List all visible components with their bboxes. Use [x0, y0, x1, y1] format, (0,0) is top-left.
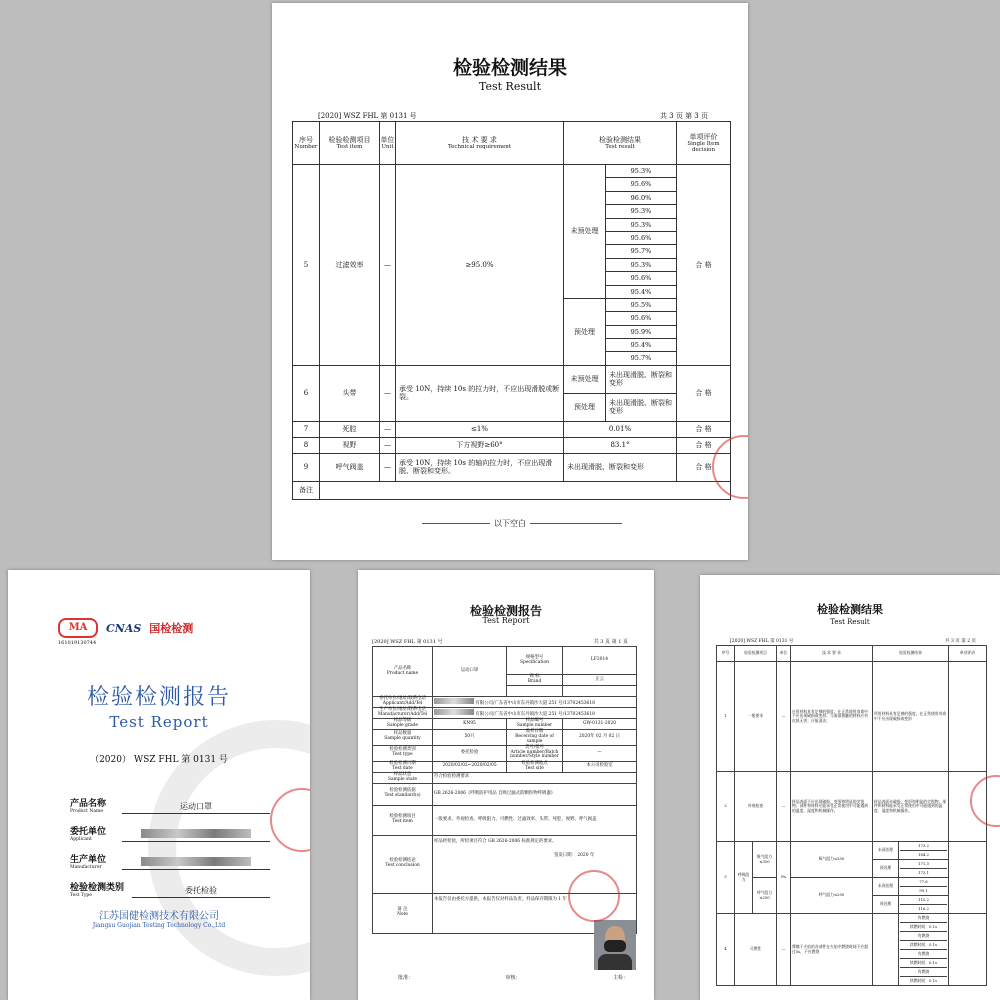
header-res: 检验检测结果: [599, 135, 641, 144]
cell-no: 8: [293, 437, 320, 453]
cell-no: 2: [717, 772, 735, 842]
table-row-1: 1 一般要求 — 应用材料具有足够的强度，在正常使用寿命中不应出现破损或变形；与面部接触的材料应对皮肤无害；应能清洁； 所用材料具有足够的强度，在正常使用寿命中不应出现破损或变形: [717, 662, 987, 772]
flammability-value: 有燃烧: [900, 968, 947, 977]
table-row-4: 4 可燃性 — 摩擦于火焰的各部件在火焰中燃烧时间不应超过5s，不应燃烧 有燃烧 续燃时间：0.1s 有燃烧 续燃时间：0.1s 有燃烧 续燃时间：0.1s 有燃烧 续燃时间：0.1s: [717, 914, 987, 986]
cell-item: 过滤效率: [320, 165, 380, 366]
label-en: Sample number: [516, 723, 553, 728]
page-count: 共 3 页 第 2 页: [945, 639, 976, 644]
resistance-value: 173.2: [900, 842, 947, 851]
filtration-value: 95.3%: [606, 205, 676, 218]
table-row: [373, 697, 637, 708]
cell-unit: —: [380, 453, 396, 481]
value: 运动口罩: [433, 647, 507, 697]
table-row-remark: [293, 481, 731, 499]
label: 货号/批号: [524, 744, 545, 750]
value: 2020/02/02~2020/02/05: [433, 761, 507, 772]
label-en: Manufacturer/Add/Tel: [377, 712, 428, 717]
cell-sub-item: 呼气阻力≤250: [753, 878, 777, 914]
cell-result: 83.1°: [564, 437, 677, 453]
table-row-6: [293, 365, 731, 393]
header-dec: 单项评价: [949, 646, 987, 662]
resistance-value: 173.1: [918, 870, 929, 875]
table-row: [373, 805, 637, 835]
cell-req: ≥95.0%: [396, 165, 564, 366]
label: 检验检测依据: [389, 788, 416, 794]
result-table: [716, 645, 987, 986]
table-header: [293, 122, 731, 165]
field-applicant: [70, 824, 270, 842]
cell-no: 5: [293, 165, 320, 366]
cell-no: 4: [717, 914, 735, 986]
cell-unit: Pa: [777, 842, 791, 914]
label-en: Brand: [527, 679, 542, 684]
filtration-value: 95.7%: [630, 354, 652, 363]
value-product: 运动口罩: [122, 801, 270, 814]
filtration-value: 95.6%: [606, 272, 676, 285]
flammability-value: 有燃烧: [900, 932, 947, 941]
filtration-value: 95.9%: [606, 326, 676, 339]
values: [899, 842, 949, 860]
values: [899, 878, 949, 896]
cell-result: 0.01%: [564, 421, 677, 437]
label: 收样日期: [525, 729, 544, 734]
cover-subtitle: Test Report: [109, 713, 209, 731]
issue-date: 签发日期： 2020 年: [554, 853, 595, 859]
value: GB 2626-2006《呼吸防护用品 自吸过滤式防颗粒物呼吸器》: [433, 783, 637, 805]
page-subtitle: Test Result: [478, 80, 541, 93]
label-en: Specification: [520, 659, 549, 665]
label-test-type-en: Test Type: [70, 893, 92, 898]
flammability-value: 续燃时间：0.1s: [910, 978, 937, 983]
cell-item: 死腔: [320, 421, 380, 437]
filtration-value: 95.4%: [606, 339, 676, 352]
report-number: [2020] WSZ FHL 第 0131 号: [730, 639, 794, 644]
resistance-value: 77.6: [900, 878, 947, 887]
cell-dec: 合 格: [677, 453, 731, 481]
label-en: Sample grade: [387, 723, 418, 728]
page-subtitle: Test Result: [830, 618, 870, 626]
ma-number: 161019130744: [58, 640, 97, 646]
table-row: [373, 745, 637, 761]
cell-no: 6: [293, 365, 320, 421]
filtration-value: 95.3%: [606, 259, 676, 272]
cell-dec: 合 格: [677, 165, 731, 366]
flammability-value: 续燃时间：0.1s: [900, 959, 947, 968]
header-item-en: Test item: [336, 143, 363, 150]
label-en: Product name: [386, 670, 419, 676]
value: 有限公司/广东省中山市东丹镇沙大道 251 号/13702453618: [475, 700, 595, 706]
table-row-3c: [717, 878, 987, 896]
cover-report-number: （2020） WSZ FHL 第 0131 号: [90, 755, 228, 765]
value: 50只: [433, 730, 507, 746]
filtration-value: 95.3%: [606, 219, 676, 232]
header-unit: 单位: [777, 646, 791, 662]
value: 委托检验: [433, 745, 507, 761]
header-no-en: Number: [294, 143, 318, 150]
flammability-value: 续燃时间：0.1s: [900, 941, 947, 950]
flammability-value: 有燃烧: [900, 950, 947, 959]
header-req-en: Technical requirement: [447, 143, 512, 150]
cell-unit: —: [380, 165, 396, 366]
redacted-applicant: [434, 698, 474, 704]
label: 检验检测结论: [389, 858, 416, 864]
values: [899, 914, 949, 986]
table-row-5: [293, 165, 731, 299]
value: KN95: [433, 719, 507, 730]
table-row: [373, 772, 637, 783]
redacted-applicant: [141, 829, 251, 838]
table-row: [373, 708, 637, 719]
label-en: Article number/Batch number/Style number: [510, 749, 559, 760]
cell-pre1-label: 预处理: [564, 393, 606, 421]
table-header: [717, 646, 987, 662]
value: 正云: [563, 675, 637, 686]
pre1-values: [606, 299, 676, 365]
label-product: 产品名称: [70, 799, 107, 809]
field-test-type: [70, 880, 270, 898]
cell-remark-label: 备注: [293, 481, 320, 499]
label-en: Test item: [392, 819, 413, 825]
value: 一般要求、外观检查、呼吸阻力、可燃性、过滤效率、头带、死腔、视野、呼气阀盖: [433, 805, 637, 835]
cell-result: 未出现滑脱、断裂和变形: [606, 393, 677, 421]
report-number: [2020] WSZ FHL 第 0131 号: [372, 639, 443, 645]
filtration-value: 95.7%: [606, 245, 676, 258]
cell-req: 样品表面不应出现破损、变形和明显的尖锐物，部件和材料应能承受正常使用中可能遇到的温度、湿度和机械操作。: [791, 772, 873, 842]
cell-no: 9: [293, 453, 320, 481]
label-manufacturer-en: Manufacturer: [70, 865, 102, 870]
header-req: 技 术 要 求: [791, 646, 873, 662]
cell-result: 未出现滑脱、断裂和变形: [606, 365, 677, 393]
cell-pre0-label: 未预处理: [564, 365, 606, 393]
table-row-2: 2 外观检查 — 样品表面不应出现破损、变形和明显的尖锐物，部件和材料应能承受正常使用中可能遇到的温度、湿度和机械操作。 样品表面未破损，变形和明显的尖锐物；部件和材料能承受正常使用中可能遇到的温度、湿度和机械操作。: [717, 772, 987, 842]
report-page-1: [358, 570, 654, 1000]
ma-logo-icon: MA: [58, 618, 98, 638]
cell-req: 下方视野≥60°: [396, 437, 564, 453]
header-no: 序号: [299, 135, 313, 144]
label-applicant: 委托单位: [70, 827, 107, 837]
cell-item: 头带: [320, 365, 380, 421]
filtration-value: 95.6%: [606, 232, 676, 245]
header-res-en: Test result: [605, 143, 635, 150]
cell-result: 样品表面未破损，变形和明显的尖锐物；部件和材料能承受正常使用中可能遇到的温度、湿度和机械操作。: [873, 772, 949, 842]
header-unit-en: Unit: [381, 143, 394, 150]
cell-no: 1: [717, 662, 735, 772]
label-en: Test date: [392, 765, 413, 771]
value-test-type: 委托检验: [132, 885, 270, 898]
header-dec: 单项评价: [689, 132, 718, 141]
cell-item: 可燃性: [735, 914, 777, 986]
filtration-value: 95.3%: [606, 165, 676, 178]
page-title: 检验检测报告: [469, 604, 542, 618]
redacted-manufacturer: [434, 709, 474, 715]
gj-logo-icon: 国检检测: [149, 622, 194, 635]
label: 检验检测地点: [521, 760, 548, 766]
cell-pre0-label: 未预处理: [564, 165, 606, 299]
header-no: 序号: [717, 646, 735, 662]
cell-dec: 合 格: [677, 365, 731, 421]
company-name: 江苏国健检测技术有限公司: [99, 911, 219, 922]
cnas-logo-icon: CNAS: [106, 621, 142, 635]
label-en: Test type: [392, 752, 413, 758]
cell-unit: —: [380, 437, 396, 453]
table-row: [373, 730, 637, 746]
signature-row: [398, 974, 628, 981]
cell-req: 应用材料具有足够的强度，在正常使用寿命中不应出现破损或变形；与面部接触的材料应对皮肤无害；应能清洁；: [791, 662, 873, 772]
label: 规格型号: [525, 654, 544, 660]
resistance-value: 116.2: [918, 906, 929, 911]
cell-item: 呼吸阻力: [735, 842, 753, 914]
filtration-value: 96.0%: [606, 192, 676, 205]
result-table: [292, 121, 731, 500]
resistance-value: 115.2: [900, 896, 947, 905]
label: 检验检测项目: [389, 814, 416, 820]
pre0-values: [606, 165, 676, 298]
label-en: Test site: [525, 765, 544, 771]
filtration-value: 95.6%: [606, 312, 676, 325]
value: 有限公司/广东省中山市东丹镇沙大道 251 号/13702453618: [475, 711, 595, 717]
cell-item: 外观检查: [735, 772, 777, 842]
redacted-manufacturer: [141, 857, 251, 866]
page-count: 共 3 页 第 1 页: [593, 639, 628, 645]
cell-req: 摩擦于火焰的各部件在火焰中燃烧时间不应超过5s，不应燃烧: [791, 914, 873, 986]
cell-sub-item: 吸气阻力≤350: [753, 842, 777, 878]
header-unit: 单位: [380, 135, 395, 144]
label-product-en: Product Name: [70, 809, 103, 814]
cell-result: 未出现滑脱、断裂和变形: [564, 453, 677, 481]
cell-req: ≤1%: [396, 421, 564, 437]
value: 2020年 02 月 02 日: [563, 730, 637, 746]
value: —: [563, 745, 637, 761]
cell-pre0: 未预处理: [873, 842, 899, 860]
table-row-3a: [717, 842, 987, 860]
accreditation-logos: [58, 618, 193, 638]
label-en: Test standard(s): [384, 793, 421, 799]
cover-title: 检验检测报告: [86, 685, 231, 710]
label: 商 标: [529, 674, 540, 680]
label: 样品等级: [393, 718, 412, 724]
report-cover: [8, 570, 310, 1000]
cell-item: 视野: [320, 437, 380, 453]
label: 检验检测类别: [389, 747, 416, 753]
table-row: [373, 647, 637, 675]
label-en: Sample quantity: [384, 736, 421, 742]
cell-no: 3: [717, 842, 735, 914]
cell-pre1: 预处理: [873, 896, 899, 914]
official-stamp: [568, 870, 620, 922]
field-manufacturer: [70, 852, 270, 870]
cell-dec: 合 格: [677, 437, 731, 453]
main-test-label: 主检：: [612, 975, 628, 981]
page-title: 检验检测结果: [452, 57, 567, 79]
label: 样品编号: [525, 718, 544, 724]
filtration-value: 95.4%: [630, 287, 652, 296]
label: 产品名称: [393, 665, 412, 671]
page-count: 共 3 页 第 3 页: [659, 112, 708, 120]
page-title: 检验检测结果: [817, 603, 883, 616]
label-en: Applicant/Add/Tel: [382, 701, 423, 706]
page-subtitle: Test Report: [482, 616, 530, 625]
cell-item: 呼气阀盖: [320, 453, 380, 481]
values: [899, 860, 949, 878]
cell-dec: 合 格: [677, 421, 731, 437]
resistance-value: 171.3: [900, 860, 947, 869]
header-res: 检验检测结果: [873, 646, 949, 662]
value: 本报告仅由委托方提供，本报告仅对样品负责。样品保存期限为 1 年: [433, 893, 637, 933]
result-page-2: [700, 575, 1000, 1000]
value: 本公司检验室: [563, 761, 637, 772]
mask-photo: [594, 920, 636, 970]
table-row-7: [293, 421, 731, 437]
label: 生产单位/地址/联系电话: [379, 707, 426, 713]
label: 样品数量: [393, 731, 412, 737]
label: 委托单位/地址/联系电话: [379, 696, 426, 702]
cell-pre0: 未预处理: [873, 878, 899, 896]
result-page-3: [272, 3, 748, 560]
value: 符合检验检测要求: [433, 772, 637, 783]
value: 样品经检验，所检项目符合 GB 2626-2006 标准规定的要求。: [434, 838, 557, 844]
cover-fields: [70, 796, 270, 908]
value: LF2014: [563, 647, 637, 675]
header-item: 检验检测项目: [735, 646, 777, 662]
header-req: 技 术 要 求: [462, 135, 497, 144]
cell-unit: —: [380, 421, 396, 437]
field-product: [70, 796, 270, 814]
label-en: Sample state: [388, 776, 417, 782]
report-number: [2020] WSZ FHL 第 0131 号: [318, 112, 417, 120]
label-applicant-en: Applicant: [70, 837, 92, 842]
cell-req: 吸气阻力≤350: [791, 842, 873, 878]
cell-no: 7: [293, 421, 320, 437]
approve-label: 批准：: [398, 975, 414, 981]
cell-result: 所用材料具有足够的强度，在正常使用寿命中不应出现破损或变形: [873, 662, 949, 772]
table-row: [373, 761, 637, 772]
values: [899, 896, 949, 914]
audit-label: 审核：: [505, 975, 521, 981]
resistance-value: 184.2: [918, 852, 929, 857]
cell-req: 呼气阻力≤250: [791, 878, 873, 914]
table-row: [373, 719, 637, 730]
label-en: Test conclusion: [385, 863, 420, 869]
label-en: Receiving date of sample: [515, 733, 554, 744]
cell-unit: —: [380, 365, 396, 421]
cell-req: 承受 10N，持续 10s 的轴向拉力时，不应出现滑脱、断裂和变形。: [396, 453, 564, 481]
flammability-value: 有燃烧: [900, 914, 947, 923]
label-manufacturer: 生产单位: [70, 855, 107, 865]
label: 检验检测日期: [389, 760, 416, 766]
table-row-9: [293, 453, 731, 481]
table-row: [373, 783, 637, 805]
filtration-value: 95.5%: [606, 299, 676, 312]
label: 备 注: [397, 907, 408, 913]
flammability-value: 续燃时间：0.1s: [900, 923, 947, 932]
end-text: 以下空白: [490, 519, 530, 528]
label-en: Note: [397, 912, 408, 918]
company-name-en: Jiangsu Guojian Testing Technology Co.,Ltd: [92, 922, 226, 929]
cell-pre1: 预处理: [873, 860, 899, 878]
resistance-value: 99.1: [919, 888, 928, 893]
header-dec-en: Single Item decision: [687, 140, 720, 154]
filtration-value: 95.6%: [606, 178, 676, 191]
table-row-8: [293, 437, 731, 453]
cell-item: 一般要求: [735, 662, 777, 772]
cell-pre1-label: 预处理: [564, 298, 606, 365]
value: GW-0131-2020: [563, 719, 637, 730]
cell-req: 承受 10N，持续 10s 的拉力时，不应出现滑脱或断裂。: [396, 365, 564, 421]
label-test-type: 检验检测类别: [70, 883, 125, 893]
header-item: 检验检测项目: [328, 135, 371, 144]
label: 样品状态: [393, 771, 412, 777]
